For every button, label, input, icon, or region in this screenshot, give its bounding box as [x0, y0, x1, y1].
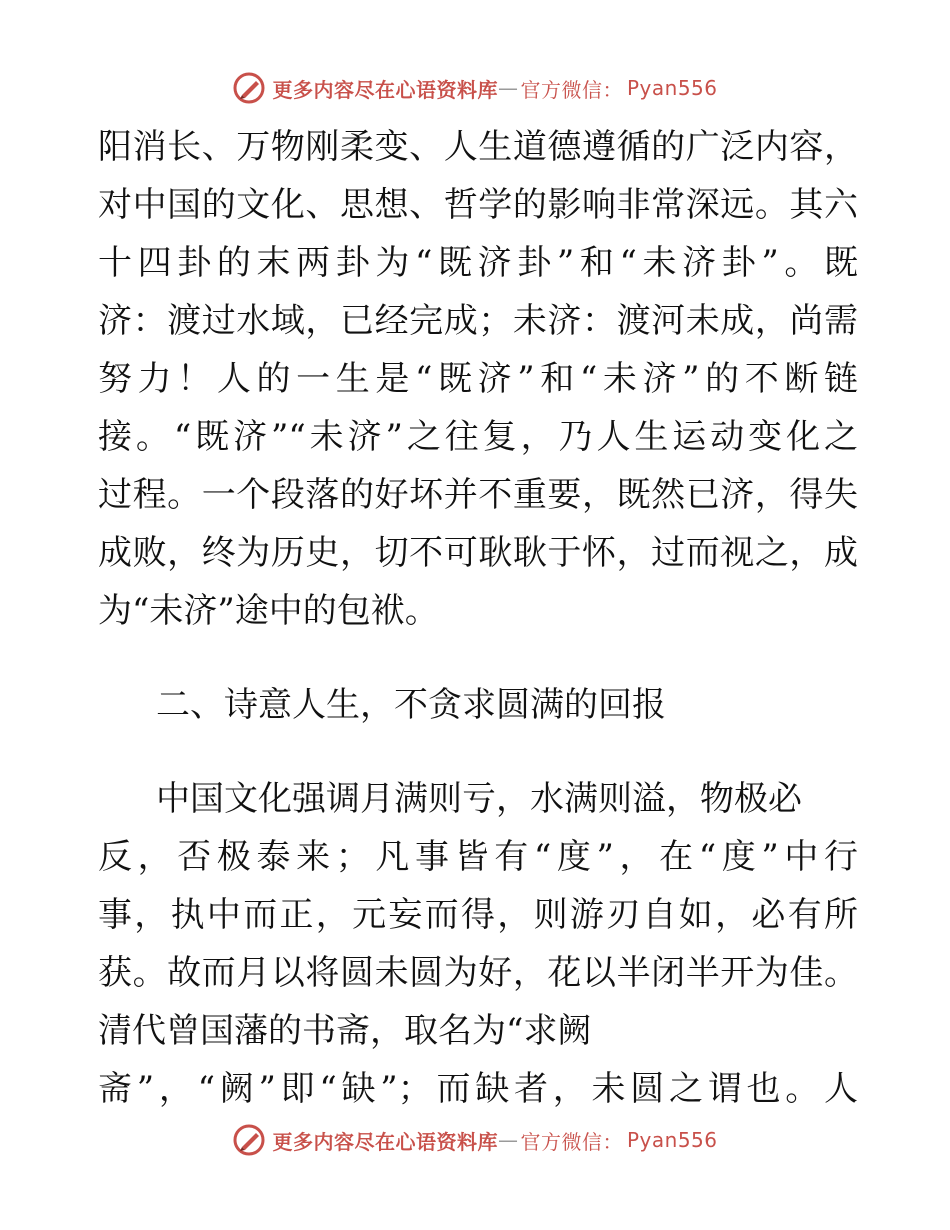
text-line: 十四卦的末两卦为“既济卦”和“未济卦”。既	[98, 243, 858, 283]
watermark-brand: 更多内容尽在心语资料库	[272, 77, 498, 102]
text-line: 清代曾国藩的书斋，取名为“求阙	[98, 1011, 592, 1051]
paragraph-2	[98, 770, 858, 1118]
text-line: 成败，终为历史，切不可耿耿于怀，过而视之，成	[98, 533, 858, 573]
document-body	[98, 118, 858, 1118]
text-line: 事，执中而正，元妄而得，则游刃自如，必有所	[98, 895, 858, 935]
watermark-brand: 更多内容尽在心语资料库	[272, 1129, 498, 1154]
pen-logo-icon	[232, 71, 266, 105]
text-line: 阳消长、万物刚柔变、人生道德遵循的广泛内容，	[98, 127, 858, 167]
watermark-wechat-id: Pyan556	[626, 1128, 718, 1152]
footer-watermark	[0, 1120, 950, 1160]
paragraph-1	[98, 118, 858, 640]
text-line: 反，否极泰来；凡事皆有“度”，在“度”中行	[98, 837, 858, 877]
text-line: 过程。一个段落的好坏并不重要，既然已济，得失	[98, 475, 858, 515]
watermark-dash: —	[497, 1128, 519, 1152]
text-line: 为“未济”途中的包袱。	[98, 591, 439, 631]
text-line: 对中国的文化、思想、哲学的影响非常深远。其六	[98, 185, 858, 225]
watermark-wechat-id: Pyan556	[626, 76, 718, 100]
section-heading: 二、诗意人生，不贪求圆满的回报	[156, 685, 666, 725]
text-line: 接。“既济”“未济”之往复，乃人生运动变化之	[98, 417, 858, 457]
watermark-dash: —	[497, 76, 519, 100]
text-line: 斋”，“阙”即“缺”；而缺者，未圆之谓也。人	[98, 1069, 858, 1109]
paragraph-gap	[98, 640, 858, 676]
text-line: 获。故而月以将圆未圆为好，花以半闭半开为佳。	[98, 953, 858, 993]
text-line: 中国文化强调月满则亏，水满则溢，物极必	[156, 779, 802, 819]
pen-logo-icon	[232, 1123, 266, 1157]
watermark-wechat-label: 官方微信：	[520, 1129, 623, 1154]
text-line: 努力！人的一生是“既济”和“未济”的不断链	[98, 359, 858, 399]
text-line: 济：渡过水域，已经完成；未济：渡河未成，尚需	[98, 301, 858, 341]
watermark-wechat-label: 官方微信：	[520, 77, 623, 102]
header-watermark	[0, 68, 950, 108]
paragraph-gap	[98, 734, 858, 770]
